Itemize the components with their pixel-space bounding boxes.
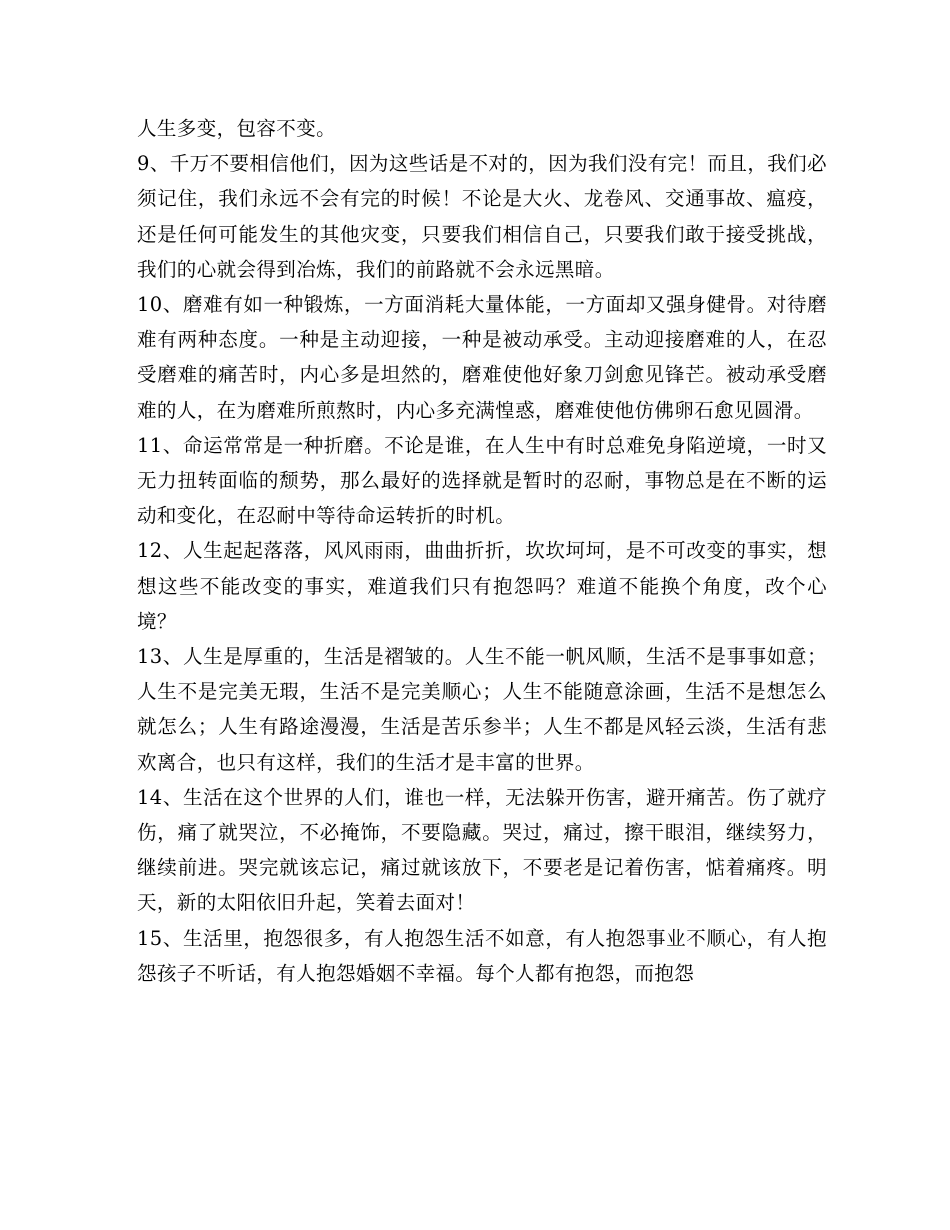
paragraph-15: 15、生活里，抱怨很多，有人抱怨生活不如意，有人抱怨事业不顺心，有人抱怨孩子不听话，有人抱怨婚姻不幸福。每个人都有抱怨，而抱怨 (137, 926, 827, 985)
paragraph-14: 14、生活在这个世界的人们，谁也一样，无法躲开伤害，避开痛苦。伤了就疗伤，痛了就哭泣，不必掩饰，不要隐藏。哭过，痛过，擦干眼泪，继续努力，继续前进。哭完就该忘记，痛过就该放下，不要老是记着伤害，惦着痛疼。明天，新的太阳依旧升起，笑着去面对！ (137, 785, 827, 915)
paragraph-12: 12、人生起起落落，风风雨雨，曲曲折折，坎坎坷坷，是不可改变的事实，想想这些不能改变的事实，难道我们只有抱怨吗？难道不能换个角度，改个心境？ (137, 539, 827, 633)
paragraph-11: 11、命运常常是一种折磨。不论是谁，在人生中有时总难免身陷逆境，一时又无力扭转面临的颓势，那么最好的选择就是暂时的忍耐，事物总是在不断的运动和变化，在忍耐中等待命运转折的时机。 (137, 433, 827, 528)
paragraph-9: 9、千万不要相信他们，因为这些话是不对的，因为我们没有完！而且，我们必须记住，我们永远不会有完的时候！不论是大火、龙卷风、交通事故、瘟疫，还是任何可能发生的其他灾变，只要我们相信自己，只要我们敢于接受挑战，我们的心就会得到冶炼，我们的前路就不会永远黑暗。 (137, 152, 827, 281)
paragraph-intro: 人生多变，包容不变。 (137, 117, 337, 140)
paragraph-13: 13、人生是厚重的，生活是褶皱的。人生不能一帆风顺，生活不是事事如意；人生不是完美无瑕，生活不是完美顺心；人生不能随意涂画，生活不是想怎么就怎么；人生有路途漫漫，生活是苦乐参半；人生不都是风轻云淡，生活有悲欢离合，也只有这样，我们的生活才是丰富的世界。 (137, 645, 827, 774)
document-body (137, 111, 827, 991)
paragraph-10: 10、磨难有如一种锻炼，一方面消耗大量体能，一方面却又强身健骨。对待磨难有两种态度。一种是主动迎接，一种是被动承受。主动迎接磨难的人，在忍受磨难的痛苦时，内心多是坦然的，磨难使他好象刀剑愈见锋芒。被动承受磨难的人，在为磨难所煎熬时，内心多充满惶惑，磨难使他仿佛卵石愈见圆滑。 (137, 293, 827, 422)
